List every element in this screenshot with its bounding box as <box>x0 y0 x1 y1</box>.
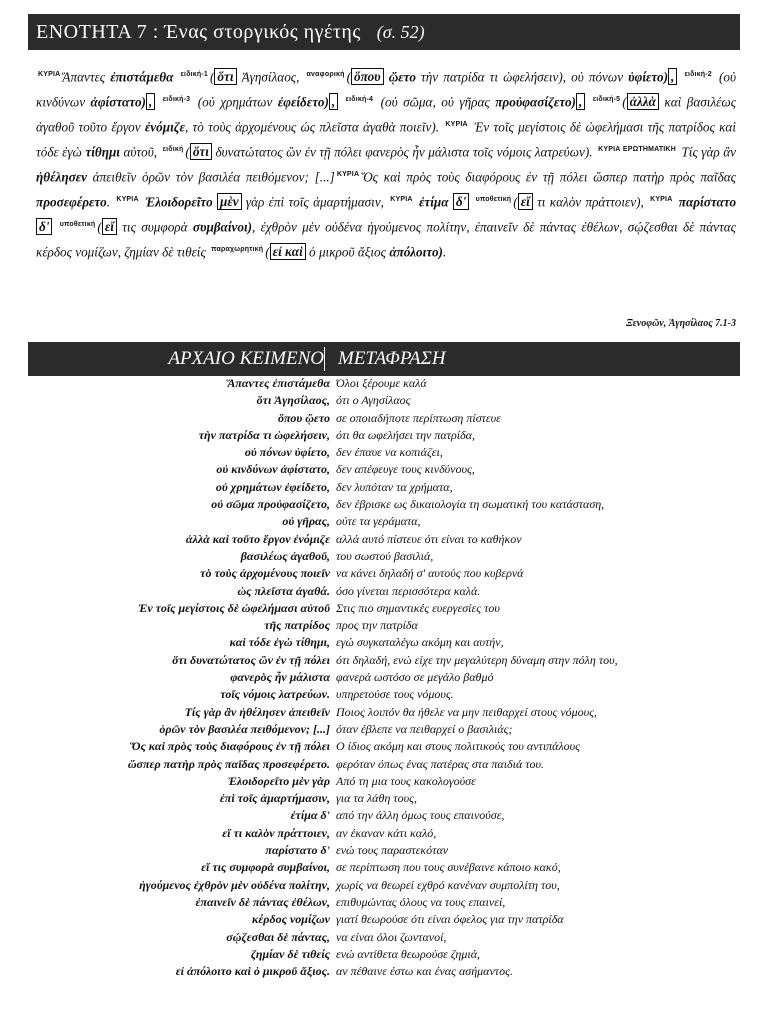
label-kyria: ΚΥΡΙΑ <box>390 195 413 203</box>
table-row <box>28 584 740 601</box>
ancient-phrase: παρίστατο δ' <box>265 843 330 858</box>
ancient-phrase: τὴν πατρίδα τι ὠφελήσειν, <box>198 427 330 442</box>
translation-table-header <box>28 342 740 376</box>
header-divider <box>324 347 325 371</box>
translation-phrase: ότι θα ωφελήσει την πατρίδα, <box>336 427 475 442</box>
boxed-conjunction: εἴ <box>518 193 533 210</box>
table-row <box>28 618 740 635</box>
translation-phrase: φανερά ωστόσο σε μεγάλο βαθμό <box>336 670 494 685</box>
translation-phrase: χωρίς να θεωρεί εχθρό κανέναν συμπολίτη του, <box>336 877 560 892</box>
table-row <box>28 757 740 774</box>
ancient-phrase: Ἐλοιδορεῖτο μὲν γὰρ <box>227 773 330 788</box>
boxed-comma: , <box>146 93 155 110</box>
boxed-comma: , <box>576 93 585 110</box>
translation-phrase: Από τη μια τους κακολογούσε <box>336 773 476 788</box>
table-row <box>28 860 740 877</box>
label-eidiki: ειδική-2 <box>684 71 712 78</box>
ancient-phrase: κέρδος νομίζων <box>252 912 330 927</box>
ancient-phrase: ζημίαν δὲ τιθείς <box>250 946 330 961</box>
boxed-conjunction: ὅτι <box>214 68 236 85</box>
ancient-phrase: εἴ τι καλὸν πράττοιεν, <box>222 825 330 840</box>
ancient-phrase: σῴζεσθαι δὲ πάντας, <box>226 929 330 944</box>
translation-phrase: να είναι όλοι ζωντανοί, <box>336 929 447 944</box>
boxed-particle: δ' <box>453 193 469 210</box>
ancient-phrase: Ἐν τοῖς μεγίστοις δὲ ὠφελήμασι αὐτοῦ <box>138 600 330 615</box>
ancient-phrase: Τίς γὰρ ἂν ἠθέλησεν ἀπειθεῖν <box>184 704 330 719</box>
translation-phrase: επιθυμώντας όλους να τους επαινεί, <box>336 894 506 909</box>
translation-phrase: να κάνει δηλαδή σ' αυτούς που κυβερνά <box>336 566 524 581</box>
translation-phrase: για τα λάθη τους, <box>336 791 417 806</box>
ancient-phrase: ὡς πλεῖστα ἀγαθά. <box>237 583 330 598</box>
ancient-phrase: οὐ κινδύνων ἀφίστατο, <box>216 462 330 477</box>
table-row <box>28 670 740 687</box>
table-row <box>28 791 740 808</box>
translation-phrase: υπηρετούσε τους νόμους. <box>336 687 454 702</box>
table-row <box>28 428 740 445</box>
ancient-phrase: τοῖς νόμοις λατρεύων. <box>220 687 330 702</box>
ancient-phrase: εἰ ἀπόλοιτο καὶ ὁ μικροῦ ἄξιος. <box>175 964 330 979</box>
translation-phrase: σε οποιαδήποτε περίπτωση πίστευε <box>336 410 501 425</box>
table-row <box>28 566 740 583</box>
table-row <box>28 445 740 462</box>
table-row <box>28 774 740 791</box>
translation-phrase: δεν έβρισκε ως δικαιολογία τη σωματική του κατάσταση, <box>336 497 605 512</box>
table-row <box>28 549 740 566</box>
label-eidiki: ειδική <box>162 145 184 153</box>
label-ypothetiki: υποθετική <box>59 220 96 228</box>
label-eidiki: ειδική-1 <box>180 71 208 78</box>
translation-phrase: προς την πατρίδα <box>336 618 418 633</box>
translation-phrase: αν έκαναν κάτι καλό, <box>336 825 437 840</box>
ancient-phrase: οὐ σῶμα προὐφασίζετο, <box>211 497 330 512</box>
ancient-phrase: Ὅς καὶ πρὸς τοὺς διαφόρους ἐν τῇ πόλει <box>129 739 330 754</box>
table-row <box>28 462 740 479</box>
ancient-phrase: ὅπου ᾤετο <box>277 410 330 425</box>
label-ypothetiki: υποθετική <box>475 195 512 203</box>
table-row <box>28 947 740 964</box>
translation-phrase: εγώ συγκαταλέγω ακόμη και αυτήν, <box>336 635 504 650</box>
ancient-phrase: τῆς πατρίδος <box>264 618 330 633</box>
table-row <box>28 653 740 670</box>
table-row <box>28 687 740 704</box>
boxed-conjunction: ἀλλὰ <box>627 93 659 110</box>
ancient-phrase: ὁρῶν τὸν βασιλέα πειθόμενον; [...] <box>159 721 330 736</box>
table-row <box>28 964 740 981</box>
ancient-phrase: βασιλέως ἀγαθοῦ, <box>240 548 330 563</box>
ancient-phrase: οὐ χρημάτων ἐφείδετο, <box>215 479 330 494</box>
label-kyria: ΚΥΡΙΑ <box>445 120 468 128</box>
table-row <box>28 497 740 514</box>
table-row <box>28 376 740 393</box>
boxed-particle: δ' <box>36 218 52 235</box>
ancient-phrase: οὐ πόνων ὑφίετο, <box>244 445 330 460</box>
translation-phrase: ενώ αντίθετα θεωρούσε ζημιά, <box>336 946 480 961</box>
label-eidiki: ειδική-4 <box>345 95 374 103</box>
ancient-phrase: ὅτι Ἀγησίλαος, <box>256 393 330 408</box>
translation-table <box>28 376 740 981</box>
label-parachoritiki: παραχωρητική <box>211 245 264 253</box>
translation-phrase: αν πέθαινε έστω και ένας ασήμαντος. <box>336 964 513 979</box>
table-row <box>28 739 740 756</box>
translation-phrase: ενώ τους παραστεκόταν <box>336 843 449 858</box>
ancient-phrase: ἡγούμενος ἐχθρὸν μὲν οὐδένα πολίτην, <box>139 877 330 892</box>
translation-phrase: όσο γίνεται περισσότερα καλά. <box>336 583 481 598</box>
translation-phrase: Ποιος λοιπόν θα ήθελε να μην πειθαρχεί στους νόμους, <box>336 704 598 719</box>
table-row <box>28 808 740 825</box>
translation-phrase: γιατί θεωρούσε ότι είναι όφελος για την πατρίδα <box>336 912 564 927</box>
ancient-phrase: ὥσπερ πατὴρ πρὸς παῖδας προσεφέρετο. <box>127 756 330 771</box>
translation-phrase: ούτε τα γεράματα, <box>336 514 421 529</box>
translation-phrase: φερόταν όπως ένας πατέρας στα παιδιά του. <box>336 756 545 771</box>
ancient-phrase: εἴ τις συμφορὰ συμβαίνοι, <box>201 860 330 875</box>
page-reference: (σ. 52) <box>376 21 425 42</box>
translation-phrase: Στις πιο σημαντικές ευεργεσίες του <box>336 600 500 615</box>
translation-phrase: δεν απέφευγε τους κινδύνους, <box>336 462 475 477</box>
label-kyria: ΚΥΡΙΑ <box>116 195 139 203</box>
translation-phrase: όταν έβλεπε να πειθαρχεί ο βασιλιάς; <box>336 721 513 736</box>
ancient-phrase: ἀλλὰ καὶ τοῦτο ἔργον ἐνόμιζε <box>185 531 330 546</box>
boxed-conjunction: εἰ καὶ <box>270 243 306 260</box>
table-row <box>28 480 740 497</box>
translation-phrase: ότι δηλαδή, ενώ είχε την μεγαλύτερη δύναμη στην πόλη του, <box>336 652 618 667</box>
ancient-phrase: ἐπὶ τοῖς ἁμαρτήμασιν, <box>219 791 330 806</box>
translation-phrase: ότι ο Αγησίλαος <box>336 393 411 408</box>
translation-phrase: δεν λυπόταν τα χρήματα, <box>336 479 453 494</box>
source-citation: Ξενοφῶν, Ἀγησίλαος 7.1-3 <box>626 318 736 329</box>
label-kyria-erotimatiki: ΚΥΡΙΑ ΕΡΩΤΗΜΑΤΙΚΗ <box>598 145 676 153</box>
table-row <box>28 878 740 895</box>
label-anaforiki: αναφορική <box>306 71 345 78</box>
table-row <box>28 532 740 549</box>
boxed-conjunction: ὅπου <box>351 68 384 85</box>
ancient-phrase: Ἅπαντες ἐπιστάμεθα <box>227 376 330 390</box>
translation-phrase: Όλοι ξέρουμε καλά <box>336 376 427 390</box>
label-kyria: ΚΥΡΙΑ <box>650 195 673 203</box>
boxed-conjunction: εἴ <box>102 218 117 235</box>
table-row <box>28 411 740 428</box>
ancient-phrase: ὅτι δυνατώτατος ὢν ἐν τῇ πόλει <box>172 652 330 667</box>
translation-phrase: Ο ίδιος ακόμη και στους πολιτικούς του αντιπάλους <box>336 739 581 754</box>
table-row <box>28 705 740 722</box>
translation-header: ΜΕΤΑΦΡΑΣΗ <box>338 348 446 369</box>
table-row <box>28 393 740 410</box>
translation-phrase: του σωστού βασιλιά, <box>336 548 434 563</box>
ancient-phrase: καὶ τόδε ἐγὼ τίθημι, <box>229 635 330 650</box>
table-row <box>28 930 740 947</box>
boxed-particle: μὲν <box>217 193 242 210</box>
boxed-comma: , <box>329 93 338 110</box>
translation-phrase: δεν έπαυε να κοπιάζει, <box>336 445 443 460</box>
table-row <box>28 826 740 843</box>
unit-title: ΕΝΟΤΗΤΑ 7 : Ένας στοργικός ηγέτης <box>36 20 361 43</box>
label-eidiki: ειδική-3 <box>162 95 191 103</box>
translation-phrase: από την άλλη όμως τους επαινούσε, <box>336 808 505 823</box>
table-row <box>28 601 740 618</box>
unit-title-bar <box>28 14 740 50</box>
label-eidiki: ειδική-5 <box>592 95 621 103</box>
translation-phrase: αλλά αυτό πίστευε ότι είναι το καθήκον <box>336 531 522 546</box>
ancient-text-header: ΑΡΧΑΙΟ ΚΕΙΜΕΝΟ <box>168 348 324 369</box>
translation-phrase: σε περίπτωση που τους συνέβαινε κάποιο κακό, <box>336 860 561 875</box>
ancient-text-passage: $^{K\Upsilon PIA}$ Ἅπαντες ἐπιστάμεθα $^{\varepsilon\iota\delta\iota\kappa ή-1}$ ( ὅτι Ἀγησίλαος, $^{\alpha\nu\alpha\varphi o\rho\iota\kappa ή}$ ( ὅπου ᾤετο τὴν πατρίδα τι ὠφελήσειν), οὐ πόνων ὑφίετο) , $^{\varepsilon\iota\delta\iota\kappa ή-2}$ (οὐ κινδύνων ἀφίστατο) , $^{\varepsilon\iota\delta\iota\kappa ή-3}$ (οὐ χρημάτων ἐφείδετο) , $^{\varepsilon\iota\delta\iota\kappa ή-4}$ (οὐ σῶμα, οὐ γῆρας προὐφασίζετο) , $^{\varepsilon\iota\delta\iota\kappa ή-5}$ ( ἀλλὰ καὶ βασιλέως ἀγαθοῦ τοῦτο ἔργον ἐνόμιζε, τὸ τοὺς ἀρχομένους ὡς πλεῖστα ἀγαθὰ ποιεῖν). $^{K\Upsilon PIA}$ Ἐν τοῖς μεγίστοις δὲ ὠφελήμασι τῆς πατρίδος καὶ τόδε ἐγὼ τίθημι αὐτοῦ, $^{\varepsilon\iota\delta\iota\kappa ή}$ ( ὅτι δυνατώτατος ὢν ἐν τῇ πόλει φανερὸς ἦν μάλιστα τοῖς νόμοις λατρεύων). $^{K\Upsilon PIA EP\Omega THMATIKH}$ Τίς γὰρ ἂν ἠθέλησεν ἀπειθεῖν ὁρῶν τὸν βασιλέα πειθόμενον; [...] $^{K\Upsilon PIA}$ Ὅς καὶ πρὸς τοὺς διαφόρους ἐν τῇ πόλει ὥσπερ πατὴρ πρὸς παῖδας προσεφέρετο. $^{K\Upsilon PIA}$ Ἐλοιδορεῖτο μὲν γὰρ ἐπὶ τοῖς ἁμαρτήμασιν, $^{K\Upsilon PIA}$ ἐτίμα δ' $^{\upsilon\pi o\theta\varepsilon\tau\iota\kappa ή}$ ( εἴ τι καλὸν πράττοιεν), $^{K\Upsilon PIA}$ παρίστατο δ' $^{\upsilon\pi o\theta\varepsilon\tau\iota\kappa ή}$ ( εἴ τις συμφορὰ συμβαίνοι), ἐχθρὸν μὲν οὐδένα ἡγούμενος πολίτην, ἐπαινεῖν δὲ πάντας ἐθέλων, σῴζεσθαι δὲ πάντας κέρδος νομίζων, ζημίαν δὲ τιθείς $^{\pi\alpha\rho\alpha\chi\omega\rho\eta\tau\iota\kappa ή}$ ( εἰ καὶ ὁ μικροῦ ἄξιος ἀπόλοιτο). <box>36 69 737 260</box>
table-row <box>28 912 740 929</box>
label-kyria: ΚΥΡΙΑ <box>38 71 61 78</box>
ancient-phrase: ἐτίμα δ' <box>290 808 330 823</box>
table-row <box>28 514 740 531</box>
ancient-phrase: φανερὸς ἦν μάλιστα <box>230 670 330 685</box>
ancient-phrase: οὐ γῆρας, <box>282 514 330 529</box>
table-row <box>28 895 740 912</box>
ancient-phrase: τὸ τοὺς ἀρχομένους ποιεῖν <box>200 566 330 581</box>
table-row <box>28 635 740 652</box>
label-kyria: ΚΥΡΙΑ <box>336 170 360 178</box>
ancient-phrase: ἐπαινεῖν δὲ πάντας ἐθέλων, <box>195 894 330 909</box>
boxed-conjunction: ὅτι <box>190 143 212 160</box>
table-row <box>28 843 740 860</box>
boxed-comma: , <box>668 68 677 85</box>
table-row <box>28 722 740 739</box>
